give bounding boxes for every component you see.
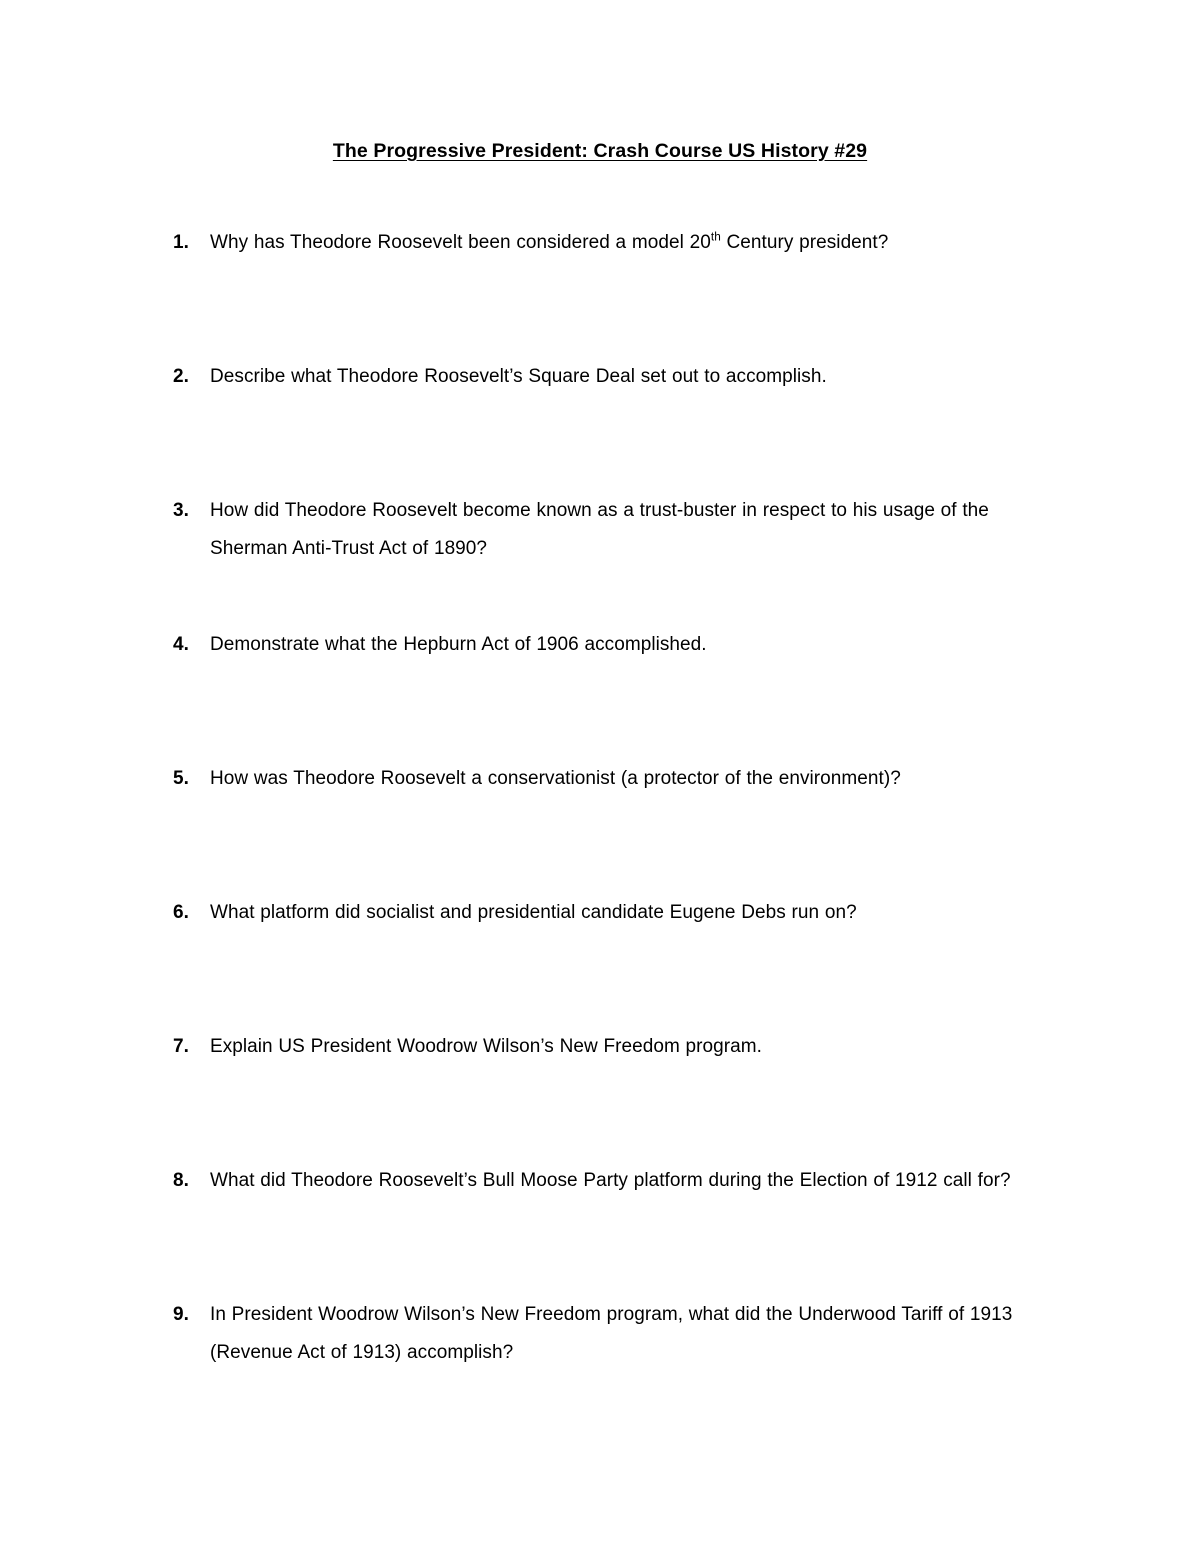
question-list — [0, 224, 1200, 1468]
question-item-2 — [0, 358, 1200, 396]
question-text-1-part-b: Century president? — [720, 232, 889, 253]
question-number-6: 6. — [173, 902, 189, 923]
question-text-1-superscript: th — [710, 230, 721, 244]
question-number-1: 1. — [173, 232, 189, 253]
question-number-3: 3. — [173, 500, 189, 521]
question-text-8: What did Theodore Roosevelt’s Bull Moose Party platform during the Election of 1912 call for? — [210, 1170, 1011, 1191]
question-item-8 — [0, 1162, 1200, 1200]
question-item-4 — [0, 626, 1200, 664]
question-text-9: In President Woodrow Wilson’s New Freedom program, what did the Underwood Tariff of 1913 (Revenue Act of 1913) accomplish? — [210, 1304, 1013, 1363]
question-number-8: 8. — [173, 1170, 189, 1191]
question-text-6: What platform did socialist and presidential candidate Eugene Debs run on? — [210, 902, 857, 923]
question-text-3: How did Theodore Roosevelt become known as a trust-buster in respect to his usage of the Sherman Anti-Trust Act of 1890? — [210, 500, 989, 559]
question-text-1 — [210, 224, 1045, 262]
question-text-1-part-a: Why has Theodore Roosevelt been considered a model 20 — [210, 232, 711, 253]
question-number-4: 4. — [173, 634, 189, 655]
question-text-7: Explain US President Woodrow Wilson’s New Freedom program. — [210, 1036, 762, 1057]
question-item-3 — [0, 492, 1200, 568]
question-text-4: Demonstrate what the Hepburn Act of 1906 accomplished. — [210, 634, 707, 655]
question-number-9: 9. — [173, 1304, 189, 1325]
question-item-6 — [0, 894, 1200, 932]
question-text-5: How was Theodore Roosevelt a conservationist (a protector of the environment)? — [210, 768, 901, 789]
page-title — [0, 140, 1200, 163]
question-text-2: Describe what Theodore Roosevelt’s Square Deal set out to accomplish. — [210, 366, 827, 387]
question-item-7 — [0, 1028, 1200, 1066]
question-number-2: 2. — [173, 366, 189, 387]
question-item-1 — [0, 224, 1200, 262]
question-number-5: 5. — [173, 768, 189, 789]
question-item-9 — [0, 1296, 1200, 1372]
question-number-7: 7. — [173, 1036, 189, 1057]
question-item-5 — [0, 760, 1200, 798]
page-title-text: The Progressive President: Crash Course US History #29 — [332, 140, 868, 162]
